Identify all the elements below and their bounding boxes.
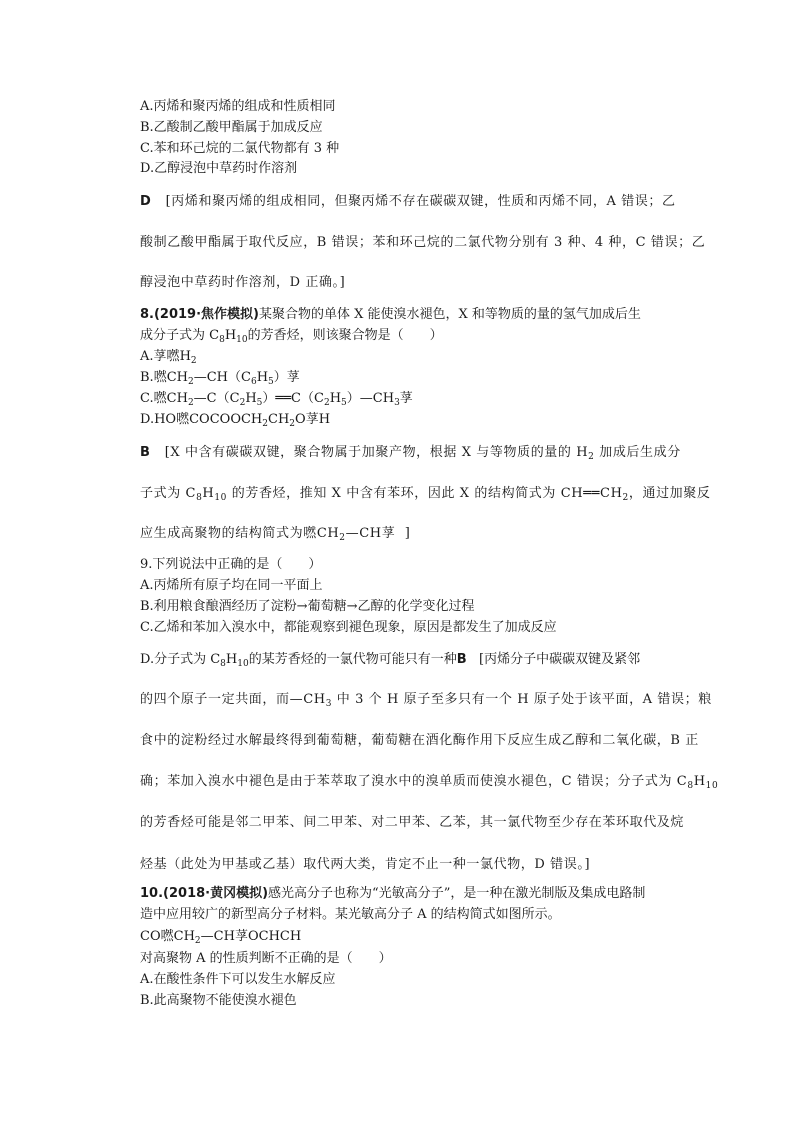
q9-option-a: A.丙烯所有原子均在同一平面上	[140, 578, 323, 593]
q8-opt-b-6: H	[256, 370, 269, 385]
q9-option-d-line	[140, 651, 640, 670]
q8-exp-1a: [X 中含有碳碳双键，聚合物属于加聚产物，根据 X 与等物质的量的 H	[164, 445, 589, 460]
q8-source: (2019·焦作模拟)	[153, 307, 259, 322]
q8-opt-c-11: 5	[341, 398, 347, 408]
q10-formula-2: CH	[173, 929, 195, 944]
q9-exp-2c: 中 3 个 H 原子至多只有一个 H 原子处于该平面，A 错误；粮	[332, 692, 712, 707]
q8-opt-c-12: ）—CH	[346, 391, 395, 406]
q8-opt-d-1: D.HO	[140, 412, 177, 427]
q8-stem-2c: H	[224, 328, 237, 343]
q8-opt-d-4: CH	[268, 412, 290, 427]
q9-option-b: B.利用粮食酿酒经历了淀粉→葡萄糖→乙醇的化学变化过程	[140, 599, 475, 614]
q8-opt-c-5: 2	[239, 398, 246, 408]
q8-opt-b-8: ）	[273, 370, 287, 385]
q8-exp-3d: —CH	[345, 526, 382, 541]
q8-opt-a-h: H	[179, 349, 191, 364]
q8-exp-3b: CH	[316, 526, 340, 541]
garbled-glyph: 嘫	[176, 412, 190, 427]
q9-exp-2b: 3	[325, 699, 333, 709]
q8-answer-letter: B	[140, 445, 151, 460]
q9-explanation-line-2	[140, 691, 712, 710]
q10-formula-5: OCHCH	[247, 929, 302, 944]
q7-option-d: D.乙醇浸泡中草药时作溶剂	[140, 161, 298, 176]
q7-explanation-line-3: 醇浸泡中草药时作溶剂，D 正确。]	[140, 275, 346, 290]
q8-opt-c-10: H	[329, 391, 342, 406]
garbled-glyph: 嘫	[303, 526, 317, 541]
q8-stem-line-2	[140, 327, 443, 346]
q8-exp-2e: 的芳香烃，推知 X 中含有苯环，因此 X 的结构简式为 CH══CH	[227, 486, 623, 501]
q9-stem: 9.下列说法中正确的是（ ）	[140, 557, 322, 572]
q10-number: 10.	[140, 886, 164, 901]
garbled-glyph: 嘫	[166, 349, 180, 364]
q8-exp-3a: 应生成高聚物的结构简式为	[140, 526, 304, 541]
garbled-glyph: 莩	[381, 526, 396, 541]
q10-formula	[140, 928, 301, 947]
q8-opt-c-6: H	[245, 391, 257, 406]
q9-opt-d-4: 10	[237, 659, 249, 669]
q8-exp-1c: 加成后生成分	[594, 445, 681, 460]
q10-formula-3: 2	[194, 936, 201, 946]
q8-opt-c-13: 3	[394, 398, 400, 408]
q8-opt-d-2: COCOOCH	[189, 412, 263, 427]
q8-stem-2d: 10	[236, 335, 248, 345]
q8-exp-1b: 2	[588, 452, 595, 462]
q10-stem-line-2: 造中应用较广的新型高分子材料。某光敏高分子 A 的结构简式如图所示。	[140, 907, 561, 922]
q9-opt-d-2: 8	[220, 659, 226, 669]
q9-explanation-line-6: 烃基（此处为甲基或乙基）取代两大类，肯定不止一种一氯代物，D 错误。]	[140, 857, 591, 872]
q9-opt-d-1: D.分子式为 C	[140, 652, 221, 667]
garbled-glyph: 莩	[399, 391, 413, 406]
q9-answer-letter: B	[456, 652, 467, 667]
q8-opt-b-2: CH	[166, 370, 188, 385]
q8-opt-c-7: 5	[256, 398, 263, 408]
q8-opt-c-4: —C（C	[193, 391, 240, 406]
q8-number: 8.	[140, 307, 154, 322]
garbled-glyph: 莩	[286, 370, 300, 385]
q8-opt-b-7: 5	[268, 377, 274, 387]
q9-explanation-line-4	[140, 773, 718, 792]
q10-question: 对高聚物 A 的性质判断不正确的是（ ）	[140, 951, 392, 966]
q8-opt-c-8: ）══C（C	[262, 391, 324, 406]
q8-opt-a-sub: 2	[190, 356, 197, 366]
q9-exp-2a: 的四个原子一定共面，而—CH	[140, 692, 326, 707]
q8-exp-2c: H	[202, 486, 215, 501]
q8-exp-2f: 2	[622, 493, 629, 503]
q8-opt-c-label: C.	[140, 391, 154, 406]
q8-opt-b-3: 2	[188, 377, 194, 387]
q8-option-c	[140, 390, 413, 409]
q8-opt-a-label: A.	[140, 349, 154, 364]
q9-opt-d-5: 的某芳香烃的一氯代物可能只有一种	[248, 652, 457, 667]
q9-exp-1: [丙烯分子中碳碳双键及紧邻	[479, 652, 641, 667]
q8-exp-3e: ]	[404, 526, 411, 541]
q8-option-d	[140, 411, 330, 430]
q10-formula-1: CO	[140, 929, 161, 944]
q7-answer-letter: D	[140, 194, 152, 209]
q8-opt-b-5: 6	[250, 377, 257, 387]
q9-option-c: C.乙烯和苯加入溴水中，都能观察到褪色现象，原因是都发生了加成反应	[140, 620, 557, 635]
garbled-glyph: 嘫	[160, 929, 174, 944]
q8-opt-b-4: —CH（C	[193, 370, 251, 385]
garbled-glyph: 莩	[153, 349, 167, 364]
q8-exp-3c: 2	[339, 533, 346, 543]
garbled-glyph: 莩	[305, 412, 319, 427]
q9-exp-4c: H	[693, 774, 706, 789]
q8-opt-d-7: H	[318, 412, 331, 427]
q10-option-a: A.在酸性条件下可以发生水解反应	[140, 972, 336, 987]
q8-exp-2g: ，通过加聚反	[628, 486, 711, 501]
q8-opt-c-3: 2	[187, 398, 194, 408]
q7-explanation-line-2: 酸制乙酸甲酯属于取代反应，B 错误；苯和环己烷的二氯代物分别有 3 种、4 种，C 错误；乙	[140, 235, 706, 250]
q8-opt-c-9: 2	[323, 398, 330, 408]
q8-explanation-line-2	[140, 485, 710, 504]
garbled-glyph: 莩	[234, 929, 248, 944]
q8-opt-c-2: CH	[166, 391, 188, 406]
garbled-glyph: 嘫	[153, 391, 167, 406]
q8-exp-2d: 10	[214, 493, 228, 503]
q9-opt-d-3: H	[225, 652, 238, 667]
q8-stem-2a: 成分子式为 C	[140, 328, 220, 343]
q8-stem-text-1: 某聚合物的单体 X 能使溴水褪色，X 和等物质的量的氢气加成后生	[259, 307, 641, 322]
q10-formula-4: —CH	[200, 929, 235, 944]
q7-option-a: A.丙烯和聚丙烯的组成和性质相同	[140, 99, 336, 114]
q10-stem-1: 感光高分子也称为“光敏高分子”，是一种在激光制版及集成电路制	[268, 886, 646, 901]
q8-opt-d-3: 2	[262, 419, 268, 429]
q10-stem-line-1	[140, 885, 645, 903]
q9-exp-4b: 8	[687, 781, 694, 791]
q9-explanation-line-3: 食中的淀粉经过水解最终得到葡萄糖，葡萄糖在酒化酶作用下反应生成乙醇和二氧化碳，B 正	[140, 733, 699, 748]
q8-opt-d-6: O	[295, 412, 306, 427]
q8-opt-d-5: 2	[289, 419, 296, 429]
q7-option-b: B.乙酸制乙酸甲酯属于加成反应	[140, 120, 323, 135]
q8-explanation-line-3	[140, 525, 410, 544]
q8-exp-2b: 8	[196, 493, 203, 503]
q8-opt-b-label: B.	[140, 370, 154, 385]
q9-exp-4d: 10	[705, 781, 719, 791]
q7-explanation-line-1	[140, 193, 676, 211]
q8-stem-line-1	[140, 306, 641, 324]
garbled-glyph: 嘫	[153, 370, 167, 385]
q8-explanation-line-1	[140, 444, 681, 463]
q8-option-a	[140, 348, 197, 367]
q8-exp-2a: 子式为 C	[140, 486, 197, 501]
q9-exp-4a: 确；苯加入溴水中褪色是由于苯萃取了溴水中的溴单质而使溴水褪色，C 错误；分子式为 C	[140, 774, 688, 789]
q8-stem-2b: 8	[219, 335, 225, 345]
q8-stem-2e: 的芳香烃，则该聚合物是（ ）	[247, 328, 443, 343]
q10-source: (2018·黄冈模拟)	[163, 886, 269, 901]
q7-explanation-text-1: [丙烯和聚丙烯的组成相同，但聚丙烯不存在碳碳双键，性质和丙烯不同，A 错误；乙	[165, 194, 676, 209]
q9-explanation-line-5: 的芳香烃可能是邻二甲苯、间二甲苯、对二甲苯、乙苯，其一氯代物至少存在苯环取代及烷	[140, 815, 685, 830]
q8-option-b	[140, 369, 300, 388]
q10-option-b: B.此高聚物不能使溴水褪色	[140, 993, 297, 1008]
q7-option-c: C.苯和环己烷的二氯代物都有 3 种	[140, 141, 340, 156]
